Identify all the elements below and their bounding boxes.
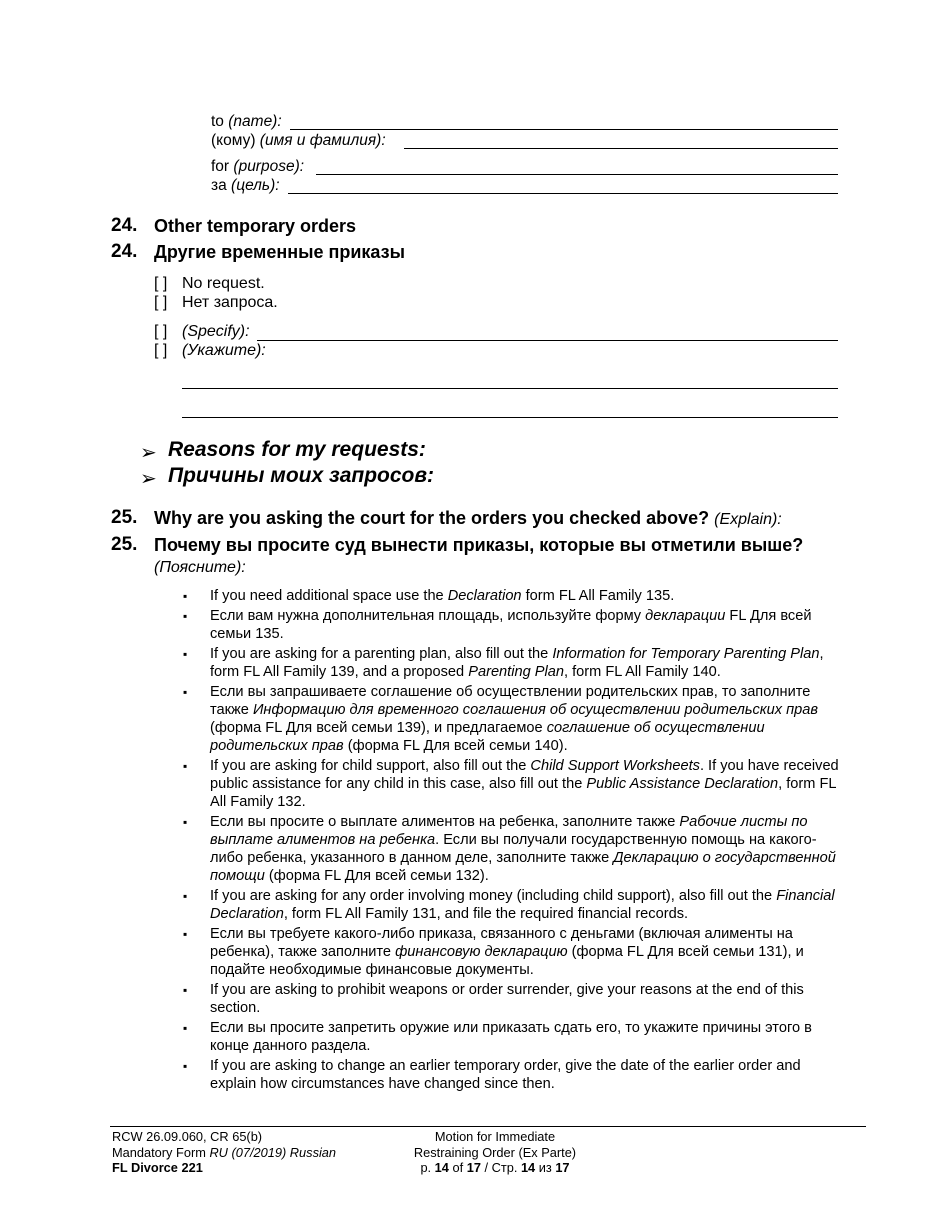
to-name-input[interactable]	[290, 129, 838, 130]
arrow-bullet-icon: ➢	[140, 442, 157, 464]
list-item: ▪ Если вы просите запретить оружие или приказать сдать его, то укажите причины этого в конце данного раздела.	[183, 1019, 843, 1055]
specify-label-ru: (Укажите):	[182, 342, 266, 359]
section-24-number: 24.	[111, 215, 138, 236]
list-item: ▪ Если вы требуете какого-либо приказа, связанного с деньгами (включая алименты на ребенка), также заполните финансовую декларацию (форма FL Для всей семьи 131), и подайте необходимые финансовые документы.	[183, 925, 843, 979]
specify-input-line-3[interactable]	[182, 417, 838, 418]
section-25-number: 25.	[111, 507, 138, 528]
footer-center: Motion for Immediate Restraining Order (Ex Parte) p. 14 of 17 / Стр. 14 из 17	[380, 1129, 610, 1176]
purpose-ru-label: за (цель):	[211, 177, 280, 194]
specify-checkbox-ru[interactable]: [ ]	[154, 342, 168, 359]
reasons-heading-ru: Причины моих запросов:	[168, 464, 435, 487]
list-item: ▪ Если вы просите о выплате алиментов на ребенка, заполните также Рабочие листы по выплате алиментов на ребенка. Если вы получали государственную помощь на какого-либо ребенка, указанного в данном деле, заполните также Декларацию о государственной помощи (форма FL Для всей семьи 132).	[183, 813, 843, 885]
section-25-title: Why are you asking the court for the orders you checked above? (Explain):	[154, 508, 782, 528]
list-item: ▪ If you are asking for child support, also fill out the Child Support Worksheets. If you have received public assistance for any child in this case, also fill out the Public Assistance Declaration, form FL All Family 132.	[183, 757, 843, 811]
purpose-input[interactable]	[316, 174, 838, 175]
to-name-label: to (name):	[211, 113, 282, 130]
list-item: ▪ If you need additional space use the Declaration form FL All Family 135.	[183, 587, 843, 605]
list-item: ▪ If you are asking for a parenting plan, also fill out the Information for Temporary Parenting Plan, form FL All Family 139, and a proposed Parenting Plan, form FL All Family 140.	[183, 645, 843, 681]
specify-input-line-2[interactable]	[182, 388, 838, 389]
section-24-number-ru: 24.	[111, 241, 138, 262]
list-item: ▪ If you are asking to prohibit weapons or order surrender, give your reasons at the end of this section.	[183, 981, 843, 1017]
purpose-label: for (purpose):	[211, 158, 305, 175]
no-request-label-ru: Нет запроса.	[182, 294, 278, 311]
purpose-ru-input[interactable]	[288, 193, 838, 194]
instructions-list	[183, 587, 843, 1095]
reasons-heading: Reasons for my requests:	[168, 438, 426, 461]
list-item: ▪ If you are asking for any order involving money (including child support), also fill out the Financial Declaration, form FL All Family 131, and file the required financial records.	[183, 887, 843, 923]
section-24-title-ru: Другие временные приказы	[154, 242, 405, 262]
list-item: ▪ If you are asking to change an earlier temporary order, give the date of the earlier order and explain how circumstances have changed since then.	[183, 1057, 843, 1093]
section-24-title: Other temporary orders	[154, 216, 357, 236]
footer-left: RCW 26.09.060, CR 65(b) Mandatory Form RU (07/2019) Russian FL Divorce 221	[112, 1129, 337, 1175]
arrow-bullet-icon: ➢	[140, 468, 157, 490]
section-25-title-ru: Почему вы просите суд вынести приказы, которые вы отметили выше?	[154, 535, 804, 555]
list-item: ▪ Если вам нужна дополнительная площадь, используйте форму декларации FL Для всей семьи 135.	[183, 607, 843, 643]
section-25-explain-ru: (Поясните):	[154, 559, 246, 576]
to-name-ru-label: (кому) (имя и фамилия):	[211, 132, 386, 149]
footer-divider	[110, 1126, 866, 1127]
to-name-ru-input[interactable]	[404, 148, 838, 149]
no-request-label: No request.	[182, 275, 265, 292]
specify-input[interactable]	[257, 340, 838, 341]
page-number: p. 14 of 17 / Стр. 14 из 17	[420, 1160, 570, 1175]
list-item: ▪ Если вы запрашиваете соглашение об осуществлении родительских прав, то заполните также Информацию для временного соглашения об осуществлении родительских прав (форма FL Для всей семьи 139), и предлагаемое соглашение об осуществлении родительских прав (форма FL Для всей семьи 140).	[183, 683, 843, 755]
specify-label: (Specify):	[182, 323, 250, 340]
no-request-checkbox-ru[interactable]: [ ]	[154, 294, 168, 311]
section-25-number-ru: 25.	[111, 534, 138, 555]
specify-checkbox[interactable]: [ ]	[154, 323, 168, 340]
no-request-checkbox[interactable]: [ ]	[154, 275, 168, 292]
